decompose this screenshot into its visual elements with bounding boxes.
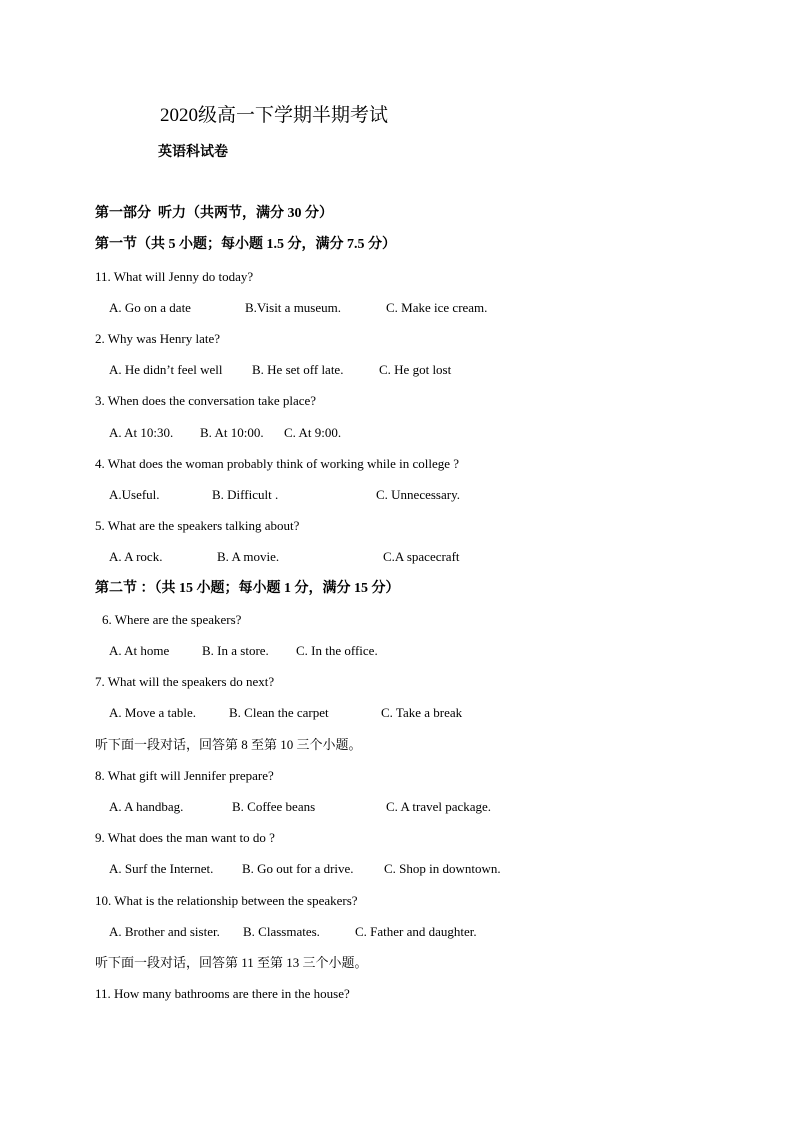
question-3: 3. When does the conversation take place? <box>95 393 317 408</box>
question-9-option-c: C. Shop in downtown. <box>384 861 501 876</box>
question-6-option-a: A. At home <box>109 643 170 658</box>
listening-note-8-10: 听下面一段对话，回答第 8 至第 10 三个小题。 <box>95 737 362 752</box>
question-10-option-c: C. Father and daughter. <box>355 924 477 939</box>
question-4: 4. What does the woman probably think of working while in college ? <box>95 456 460 471</box>
question-8-option-b: B. Coffee beans <box>232 799 316 814</box>
section1-heading: 第一节（共 5 小题；每小题 1.5 分，满分 7.5 分） <box>95 237 396 252</box>
question-6: 6. Where are the speakers? <box>102 612 242 627</box>
question-7: 7. What will the speakers do next? <box>95 674 275 689</box>
question-4-option-a: A.Useful. <box>109 487 160 502</box>
listening-note-11-13: 听下面一段对话，回答第 11 至第 13 三个小题。 <box>95 955 368 970</box>
question-3-option-a: A. At 10:30. <box>109 425 174 440</box>
section2-heading: 第二节 ：（共 15 小题；每小题 1 分，满分 15 分） <box>95 581 400 596</box>
question-11: 11. How many bathrooms are there in the house? <box>95 986 350 1001</box>
question-8: 8. What gift will Jennifer prepare? <box>95 768 274 783</box>
question-5-option-c: C.A spacecraft <box>383 549 460 564</box>
question-1: 11. What will Jenny do today? <box>95 269 254 284</box>
exam-title: 2020级高一下学期半期考试 <box>160 105 389 126</box>
question-3-option-b: B. At 10:00. <box>200 425 264 440</box>
question-6-option-b: B. In a store. <box>202 643 269 658</box>
question-10-option-a: A. Brother and sister. <box>109 924 220 939</box>
question-1-option-a: A. Go on a date <box>109 300 191 315</box>
question-10-option-b: B. Classmates. <box>243 924 320 939</box>
question-2-option-b: B. He set off late. <box>252 362 344 377</box>
question-10: 10. What is the relationship between the speakers? <box>95 893 358 908</box>
question-2: 2. Why was Henry late? <box>95 331 221 346</box>
question-3-option-c: C. At 9:00. <box>284 425 342 440</box>
question-2-option-a: A. He didn’t feel well <box>109 362 223 377</box>
question-9-option-b: B. Go out for a drive. <box>242 861 354 876</box>
part1-heading: 第一部分 听力（共两节，满分 30 分） <box>95 206 333 221</box>
exam-subtitle: 英语科试卷 <box>158 145 228 160</box>
question-7-option-a: A. Move a table. <box>109 705 197 720</box>
question-4-option-c: C. Unnecessary. <box>376 487 460 502</box>
question-9: 9. What does the man want to do ? <box>95 830 275 845</box>
question-1-option-c: C. Make ice cream. <box>386 300 488 315</box>
question-6-option-c: C. In the office. <box>296 643 378 658</box>
question-1-option-b: B.Visit a museum. <box>245 300 341 315</box>
question-5-option-b: B. A movie. <box>217 549 280 564</box>
question-5: 5. What are the speakers talking about? <box>95 518 300 533</box>
question-9-option-a: A. Surf the Internet. <box>109 861 214 876</box>
question-8-option-a: A. A handbag. <box>109 799 184 814</box>
question-7-option-c: C. Take a break <box>381 705 463 720</box>
question-5-option-a: A. A rock. <box>109 549 163 564</box>
question-4-option-b: B. Difficult . <box>212 487 279 502</box>
question-7-option-b: B. Clean the carpet <box>229 705 329 720</box>
question-2-option-c: C. He got lost <box>379 362 452 377</box>
question-8-option-c: C. A travel package. <box>386 799 492 814</box>
